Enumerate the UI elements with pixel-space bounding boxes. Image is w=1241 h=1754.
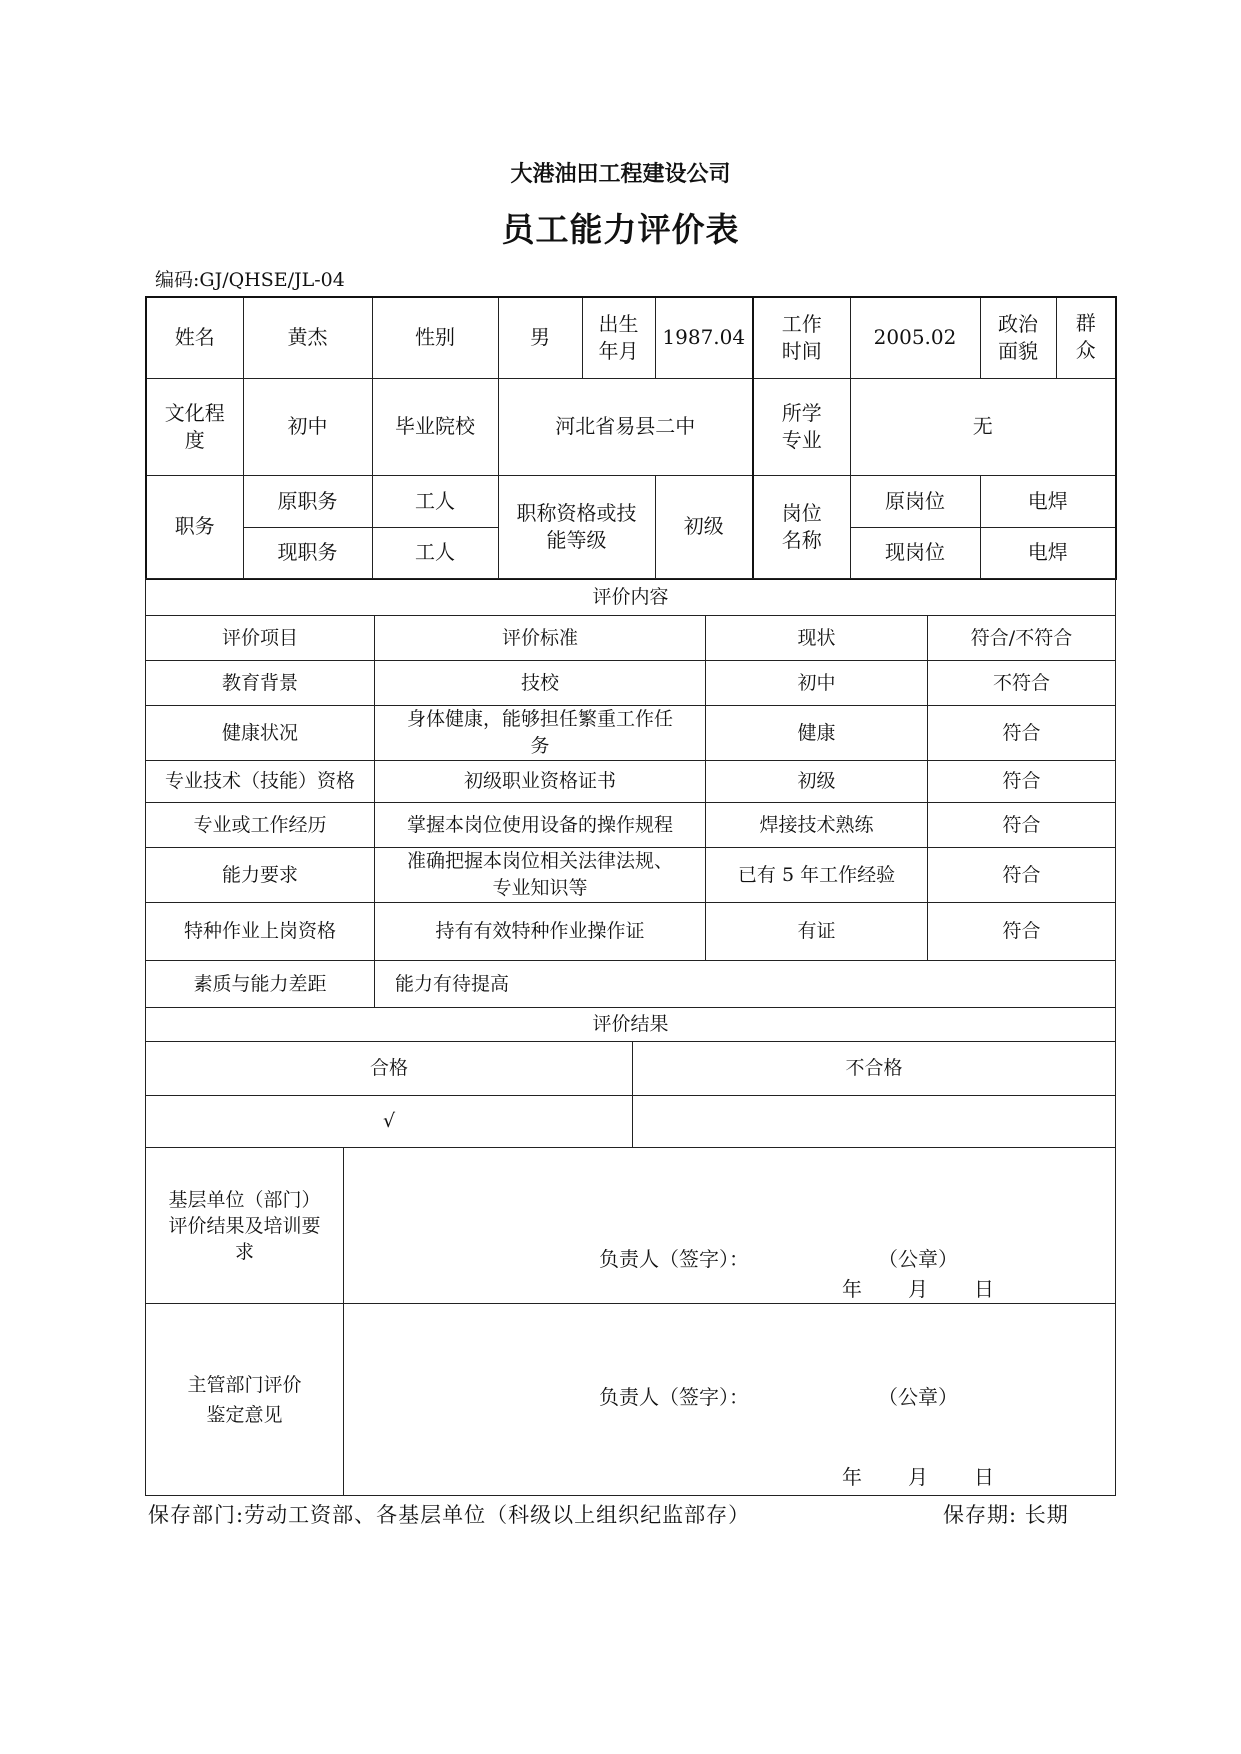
eval-standard-line2: 专业知识等: [492, 877, 588, 899]
education-label-line1: 文化程: [164, 400, 225, 425]
form-code: 编码:GJ/QHSE/JL-04: [155, 269, 345, 291]
eval-status: 已有 5 年工作经验: [706, 848, 928, 903]
eval-item: 教育背景: [146, 661, 375, 706]
education-value: 初中: [243, 378, 372, 475]
eval-standard: 掌握本岗位使用设备的操作规程: [375, 803, 706, 848]
eval-result: 符合: [928, 803, 1116, 848]
dept-label-line1: 主管部门评价: [187, 1373, 302, 1396]
orig-duty-label: 原职务: [243, 475, 372, 527]
eval-status: 焊接技术熟练: [706, 803, 928, 848]
eval-result: 符合: [928, 848, 1116, 903]
evaluation-section-title: 评价内容: [146, 579, 1116, 616]
eval-status: 初级: [706, 761, 928, 803]
eval-item: 专业或工作经历: [146, 803, 375, 848]
eval-status: 初中: [706, 661, 928, 706]
pass-label: 合格: [146, 1042, 633, 1096]
political-label-line1: 政治: [998, 311, 1038, 336]
post-label: [753, 475, 850, 579]
political-label: [980, 297, 1056, 378]
dept-evaluation-label: [146, 1304, 344, 1496]
curr-duty-value: 工人: [372, 527, 498, 579]
eval-standard: [375, 848, 706, 903]
name-label: 姓名: [146, 297, 243, 378]
school-label: 毕业院校: [372, 378, 498, 475]
curr-post-label: 现岗位: [850, 527, 980, 579]
fail-label: 不合格: [633, 1042, 1116, 1096]
personal-info-table: [145, 296, 1117, 580]
eval-standard-line2: 务: [530, 735, 550, 757]
gender-label: 性别: [372, 297, 498, 378]
curr-duty-label: 现职务: [243, 527, 372, 579]
dept-signer-label: 负责人（签字）：: [599, 1385, 749, 1409]
storage-department: 保存部门:劳动工资部、各基层单位（科级以上组织纪监部存）: [148, 1503, 751, 1527]
table-row: [146, 761, 1116, 803]
political-label-line2: 面貌: [998, 338, 1038, 363]
political-value-line1: 群: [1075, 311, 1096, 335]
table-row: [146, 903, 1116, 961]
fail-mark: [633, 1096, 1116, 1148]
birth-label-line2: 年月: [598, 338, 639, 363]
eval-standard-line1: 身体健康，能够担任繁重工作任: [406, 708, 673, 730]
major-value: 无: [850, 378, 1116, 475]
table-row: [146, 661, 1116, 706]
eval-standard: 持有有效特种作业操作证: [375, 903, 706, 961]
eval-item: 能力要求: [146, 848, 375, 903]
approval-table: [145, 1147, 1116, 1496]
curr-post-value: 电焊: [980, 527, 1116, 579]
unit-label-line3: 求: [234, 1240, 254, 1263]
dept-day-label: 日: [974, 1465, 994, 1489]
post-label-line2: 名称: [781, 527, 822, 552]
title-level-label-line1: 职称资格或技: [516, 500, 637, 525]
title-level-label-line2: 能等级: [546, 527, 607, 552]
birth-label-line1: 出生: [598, 311, 639, 336]
unit-label-line2: 评价结果及培训要: [168, 1214, 321, 1237]
dept-year-label: 年: [842, 1465, 862, 1489]
table-row: [146, 803, 1116, 848]
education-label-line2: 度: [184, 427, 205, 452]
major-label: [753, 378, 850, 475]
eval-standard: [375, 706, 706, 761]
unit-day-label: 日: [974, 1277, 994, 1301]
dept-seal-label: （公章）: [878, 1385, 958, 1409]
eval-header-status: 现状: [706, 616, 928, 661]
eval-result: 符合: [928, 903, 1116, 961]
eval-result: 不符合: [928, 661, 1116, 706]
eval-result: 符合: [928, 706, 1116, 761]
orig-post-label: 原岗位: [850, 475, 980, 527]
eval-result: 符合: [928, 761, 1116, 803]
political-value-line2: 众: [1075, 338, 1096, 362]
eval-standard: 初级职业资格证书: [375, 761, 706, 803]
duty-label: 职务: [146, 475, 243, 579]
eval-header-standard: 评价标准: [375, 616, 706, 661]
birth-value: 1987.04: [655, 297, 753, 378]
major-label-line2: 专业: [781, 427, 822, 452]
table-row: [146, 706, 1116, 761]
name-value: 黄杰: [243, 297, 372, 378]
eval-header-result: 符合/不符合: [928, 616, 1116, 661]
work-time-label: [753, 297, 850, 378]
dept-month-label: 月: [908, 1465, 928, 1489]
eval-status: 健康: [706, 706, 928, 761]
form-title: 员工能力评价表: [501, 210, 740, 249]
birth-label: [582, 297, 655, 378]
eval-item: 特种作业上岗资格: [146, 903, 375, 961]
orig-post-value: 电焊: [980, 475, 1116, 527]
result-table: [145, 1007, 1116, 1148]
eval-item: 健康状况: [146, 706, 375, 761]
result-section-title: 评价结果: [146, 1008, 1116, 1042]
education-label: [146, 378, 243, 475]
unit-label-line1: 基层单位（部门）: [168, 1188, 321, 1211]
table-row: [146, 848, 1116, 903]
gap-value: 能力有待提高: [375, 961, 1116, 1008]
orig-duty-value: 工人: [372, 475, 498, 527]
title-level-label: [498, 475, 655, 579]
eval-standard-line1: 准确把握本岗位相关法律法规、: [406, 850, 673, 872]
title-level-value: 初级: [655, 475, 753, 579]
unit-seal-label: （公章）: [878, 1247, 958, 1271]
work-label-line2: 时间: [781, 338, 822, 363]
pass-checkmark: √: [146, 1096, 633, 1148]
major-label-line1: 所学: [781, 400, 822, 425]
dept-label-line2: 鉴定意见: [206, 1403, 283, 1426]
dept-evaluation-area[interactable]: [344, 1304, 1116, 1496]
work-label-line1: 工作: [781, 311, 822, 336]
school-value: 河北省易县二中: [498, 378, 753, 475]
work-time-value: 2005.02: [850, 297, 980, 378]
unit-signer-label: 负责人（签字）：: [599, 1247, 749, 1271]
storage-period: 保存期: 长期: [943, 1503, 1069, 1527]
company-name: 大港油田工程建设公司: [510, 162, 731, 187]
eval-status: 有证: [706, 903, 928, 961]
gender-value: 男: [498, 297, 582, 378]
political-value: [1056, 297, 1116, 378]
eval-header-item: 评价项目: [146, 616, 375, 661]
unit-evaluation-area[interactable]: [344, 1148, 1116, 1304]
eval-item: 专业技术（技能）资格: [146, 761, 375, 803]
eval-standard: 技校: [375, 661, 706, 706]
unit-month-label: 月: [908, 1277, 928, 1301]
unit-evaluation-label: [146, 1148, 344, 1304]
unit-year-label: 年: [842, 1277, 862, 1301]
gap-label: 素质与能力差距: [146, 961, 375, 1008]
post-label-line1: 岗位: [781, 500, 822, 525]
evaluation-table: [145, 578, 1116, 1008]
